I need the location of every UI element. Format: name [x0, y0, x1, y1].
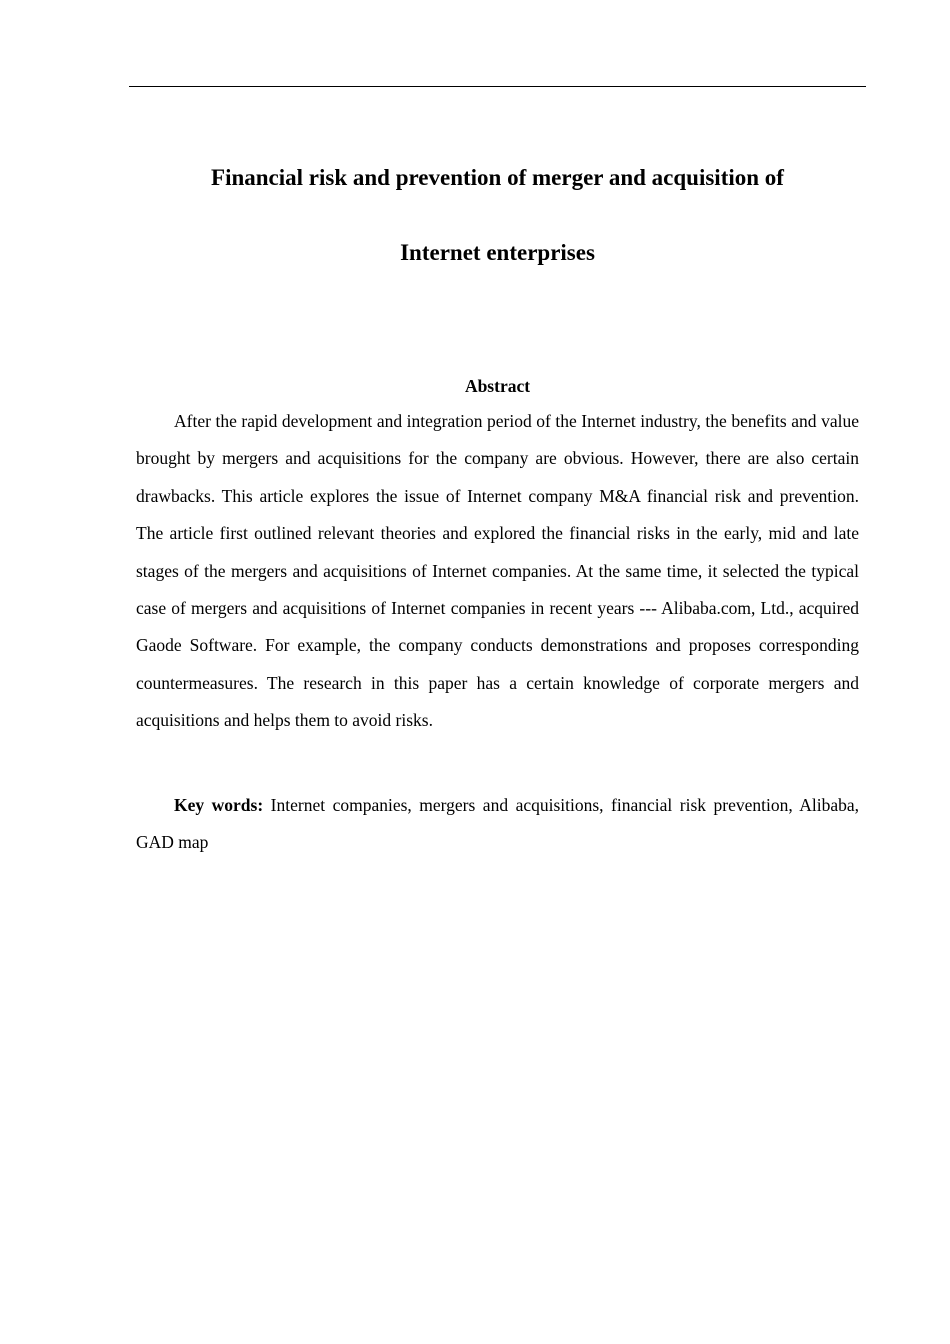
keywords-text: Internet companies, mergers and acquisitions, financial risk prevention, Alibaba, GAD map [136, 795, 860, 853]
abstract-heading: Abstract [464, 376, 531, 396]
paper-title-line-1: Financial risk and prevention of merger and acquisition of [211, 165, 784, 190]
abstract-text: After the rapid development and integration period of the Internet industry, the benefits and value brought by mergers and acquisitions for the company are obvious. However, there are also certain drawbacks. This article explores the issue of Internet company M&A financial risk and prevention. The article first outlined relevant theories and explored the financial risks in the early, mid and late stages of the mergers and acquisitions of Internet companies. At the same time, it selected the typical case of mergers and acquisitions of Internet companies in recent years --- Alibaba.com, Ltd., acquired Gaode Software. For example, the company conducts demonstrations and proposes corresponding countermeasures. The research in this paper has a certain knowledge of corporate mergers and acquisitions and helps them to avoid risks. [136, 411, 859, 731]
keywords [136, 787, 859, 862]
keywords-label: Key words: [174, 795, 264, 815]
header-rule [129, 86, 866, 87]
paper-title-line-2: Internet enterprises [400, 240, 595, 265]
paper-title [136, 140, 859, 290]
